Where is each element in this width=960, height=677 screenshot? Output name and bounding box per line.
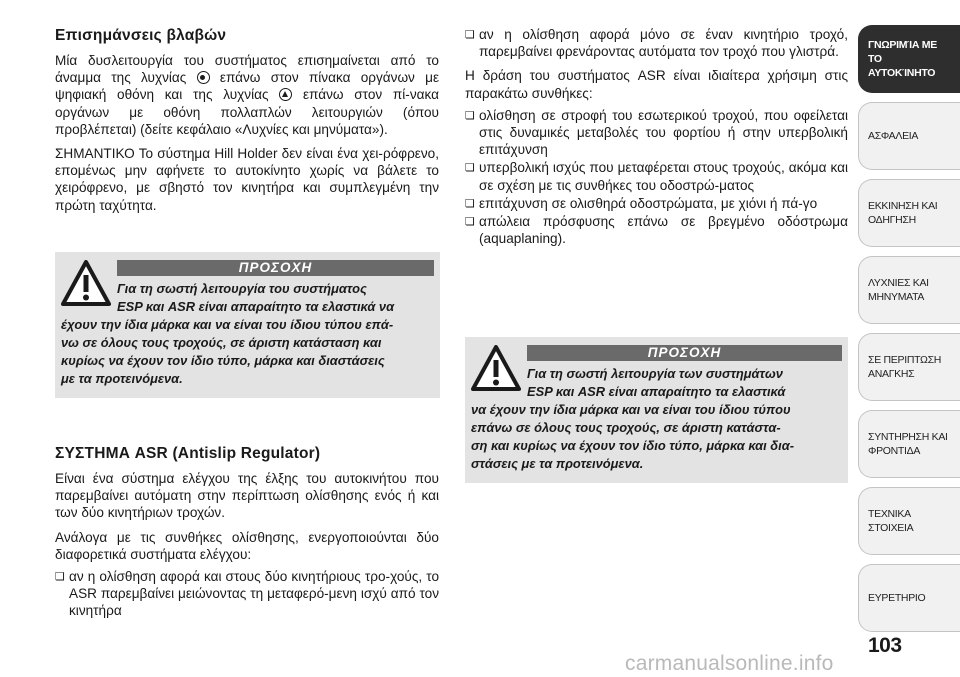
paragraph-hill-holder-important: ΣΗΜΑΝΤΙΚΟ Το σύστημα Hill Holder δεν είναι ένα χει-ρόφρενο, επομένως μην αφήνετε το αυτοκίνητο χωρίς να βάλετε το χειρόφρενο, με σβηστό τον κινητήρα και συμπλεγμένη την πρώτη ταχύτητα. (55, 146, 439, 213)
warning-triangle-icon (471, 345, 521, 391)
tab-index[interactable]: ΕΥΡΕΤΗΡΙΟ (858, 564, 960, 632)
paragraph-asr-usefulness: Η δράση του συστήματος ASR είναι ιδιαίτερα χρήσιμη στις παρακάτω συνθήκες: (465, 68, 848, 101)
warning-triangle-icon (61, 260, 111, 306)
tab-technical-data[interactable]: ΤΕΧΝΙΚΑ ΣΤΟΙΧΕΙΑ (858, 487, 960, 555)
paragraph-fault-indication: Μία δυσλειτουργία του συστήματος επισημαίνεται από το άναμμα της λυχνίας επάνω στον πίνακα οργάνων με ψηφιακή οθόνη και της λυχνίας επάνω στον πί-νακα οργάνων με οθόνη πολλαπλών λειτουργιών (όπου προβλέπεται) (δείτε κεφάλαιο «Λυχνίες και μηνύματα»). (55, 53, 440, 137)
left-column (55, 26, 439, 221)
warning-text-bottom: να έχουν την ίδια μάρκα και να είναι του ίδιου τύπου επάνω σε όλους τους τροχούς, σε άριστη κατάστα- ση και κυρίως να έχουν τον ίδιο τύπο, μάρκα και δια- στάσεις με τα προτεινόμενα. (471, 402, 795, 471)
warning-text-bottom: έχουν την ίδια μάρκα και να είναι του ίδιου τύπου επά- νω σε όλους τους τροχούς, σε άριστη κατάσταση και κυρίως να έχουν τον ίδιο τύπο, μάρκα και διαστάσεις με τα προτεινόμενα. (61, 317, 394, 386)
tab-safety[interactable]: ΑΣΦΑΛΕΙΑ (858, 102, 960, 170)
chapter-tabs (858, 25, 960, 635)
watermark: carmanualsonline.info (625, 652, 834, 675)
right-column (465, 26, 848, 248)
tab-maintenance-care[interactable]: ΣΥΝΤΗΡΗΣΗ ΚΑΙ ΦΡΟΝΤΙΔΑ (858, 410, 960, 478)
list-item: ❏ υπερβολική ισχύς που μεταφέρεται στους τροχούς, ακόμα και σε σχέση με τις συνθήκες του οδοστρώ-ματος (465, 159, 848, 193)
warning-box-tyres (55, 252, 440, 398)
heading-fault-indications: Επισημάνσεις βλαβών (55, 27, 227, 44)
list-item: ❏ ολίσθηση σε στροφή του εσωτερικού τροχού, που οφείλεται στις δυναμικές μεταβολές του φορτίου ή στην υπερβολική επιτάχυνση (465, 107, 848, 159)
heading-asr-system: ΣΥΣΤΗΜΑ ASR (Antislip Regulator) (55, 445, 321, 462)
tab-starting-driving[interactable]: ΕΚΚΙΝΗΣΗ ΚΑΙ ΟΔΗΓΗΣΗ (858, 179, 960, 247)
warning-text-top: Για τη σωστή λειτουργία των συστημάτων ESP και ASR είναι απαραίτητο τα ελαστικά (527, 366, 786, 399)
warning-box-tyres-systems (465, 337, 848, 483)
tab-lights-messages[interactable]: ΛΥΧΝΙΕΣ ΚΑΙ ΜΗΝΥΜΑΤΑ (858, 256, 960, 324)
left-column-lower (55, 444, 439, 621)
paragraph-asr-description: Είναι ένα σύστημα ελέγχου της έλξης του αυτοκινήτου που παρεμβαίνει αυτόματη στην περίπτωση ολίσθησης ενός ή και των δύο κινητήριων τροχών. (55, 471, 439, 521)
list-item: ❏ επιτάχυνση σε ολισθηρά οδοστρώματα, με χιόνι ή πά-γο (465, 195, 848, 212)
tab-emergency[interactable]: ΣΕ ΠΕΡΙΠΤΩΣΗ ΑΝΑΓΚΗΣ (858, 333, 960, 401)
triangle-warning-light-icon (279, 88, 292, 101)
list-item: ❏ αν η ολίσθηση αφορά μόνο σε έναν κινητήριο τροχό, παρεμβαίνει φρενάροντας αυτόματα τον τροχό που γλιστρά. (465, 26, 848, 60)
tab-getting-to-know-car[interactable]: ΓΝΩΡΙΜΊΑ ΜΕ ΤΟ ΑΥΤΟΚΊΝΗΤΟ (858, 25, 960, 93)
warning-light-icon (197, 71, 210, 84)
list-item: ❏ αν η ολίσθηση αφορά και στους δύο κινητήριους τρο-χούς, το ASR παρεμβαίνει μειώνοντας τη μεταφερό-μενη ισχύ από τον κινητήρα (55, 568, 439, 620)
page-number: 103 (868, 634, 902, 657)
list-item: ❏ απώλεια πρόσφυσης επάνω σε βρεγμένο οδόστρωμα (aquaplaning). (465, 213, 848, 247)
warning-text-top: Για τη σωστή λειτουργία του συστήματος ESP και ASR είναι απαραίτητο τα ελαστικά να (117, 281, 395, 314)
warning-title: ΠΡΟΣΟΧΗ (527, 345, 842, 361)
paragraph-control-systems: Ανάλογα με τις συνθήκες ολίσθησης, ενεργοποιούνται δύο διαφορετικά συστήματα ελέγχου: (55, 529, 439, 562)
warning-title: ΠΡΟΣΟΧΗ (117, 260, 434, 276)
